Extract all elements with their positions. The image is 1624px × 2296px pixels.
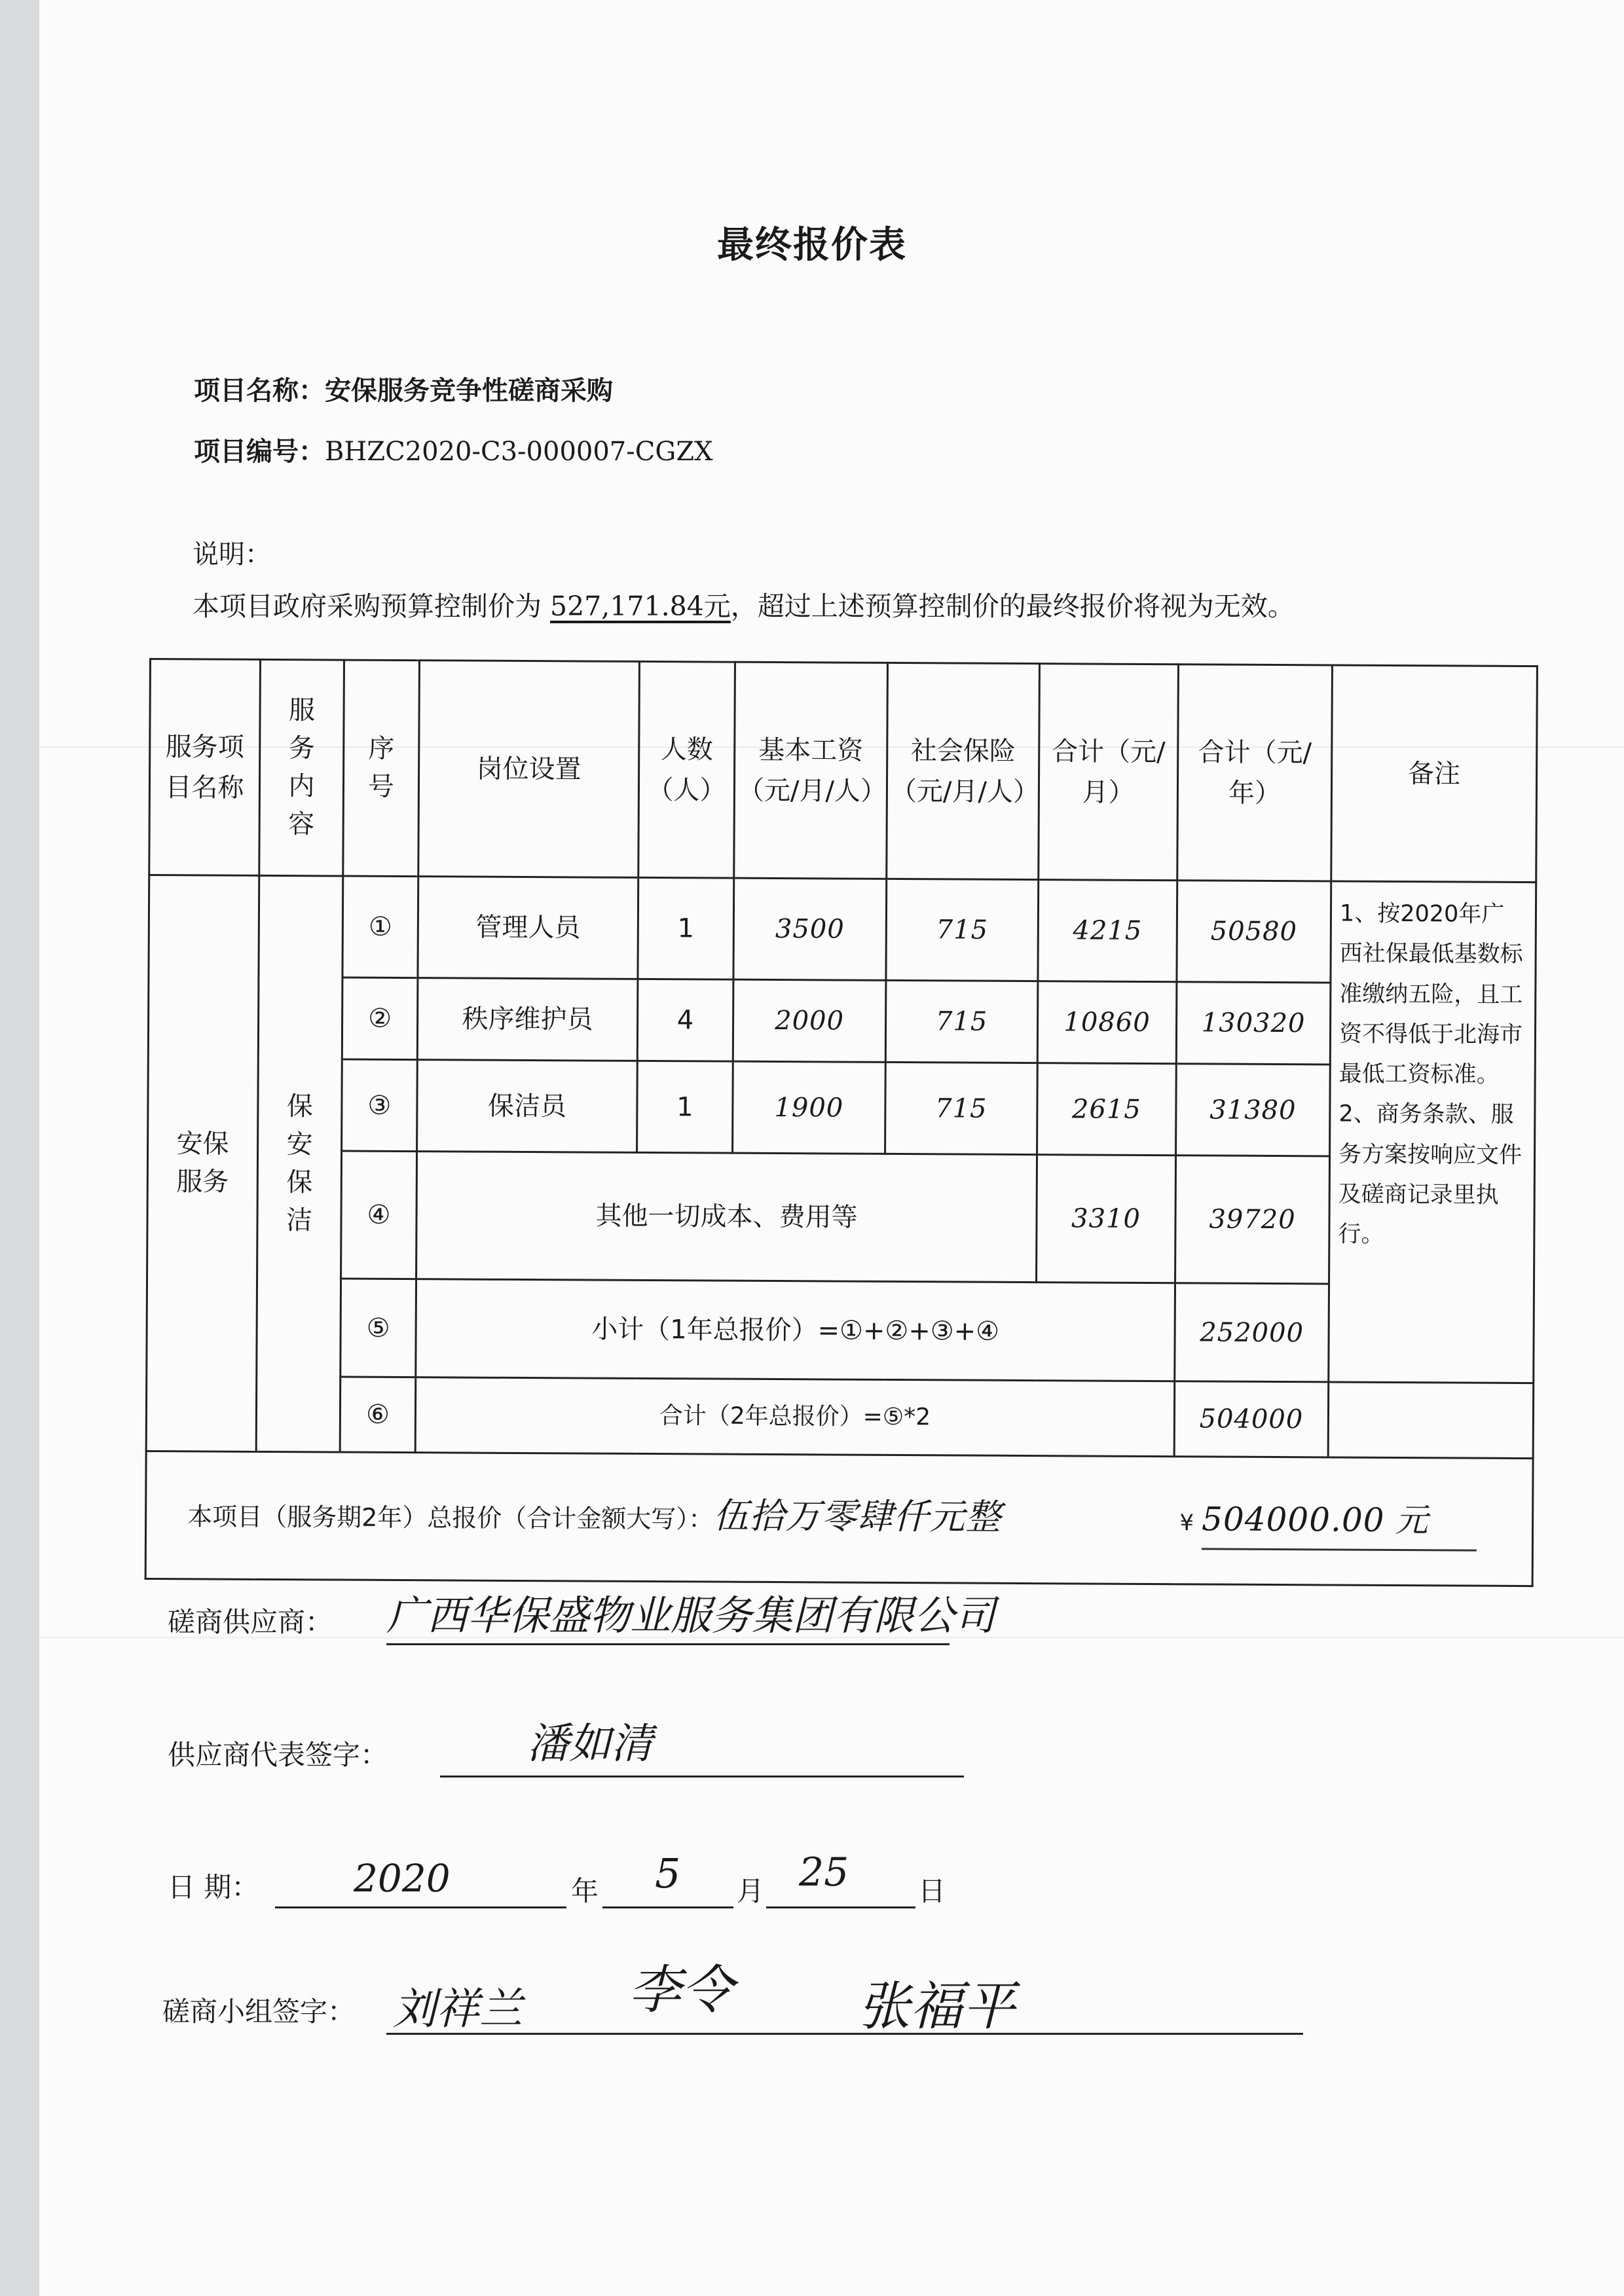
supplier-underline [386, 1643, 950, 1645]
month-unit: 月 [737, 1875, 765, 1907]
monthly-total-cell: 4215 [1038, 880, 1177, 982]
seq-cell: ① [342, 876, 418, 978]
position-cell: 管理人员 [418, 877, 638, 979]
total-amount: 504000 [1174, 1381, 1329, 1457]
project-name-label: 项目名称： [194, 376, 325, 406]
people-cell: 1 [638, 877, 734, 979]
quote-table [145, 658, 1538, 1587]
date-label: 日 期： [168, 1871, 259, 1903]
header-remarks: 备注 [1331, 665, 1538, 883]
empty-cell [1328, 1382, 1534, 1459]
position-cell: 秩序维护员 [417, 978, 638, 1061]
table-row [149, 875, 1536, 984]
grand-total-cell [145, 1451, 1533, 1586]
other-costs-row [147, 1150, 1535, 1285]
position-cell: 保洁员 [417, 1060, 638, 1153]
other-costs-label: 其他一切成本、费用等 [416, 1152, 1037, 1283]
annual-total-cell: 39720 [1175, 1156, 1330, 1284]
header-service-item: 服务项目名称 [149, 659, 261, 876]
note-suffix: ，超过上述预算控制价的最终报价将视为无效。 [730, 591, 1295, 622]
total-label: 合计（2年总报价）=⑤*2 [415, 1377, 1175, 1457]
table-row [148, 977, 1536, 1066]
base-wage-cell: 1900 [733, 1061, 886, 1154]
year-underline [275, 1906, 566, 1908]
rep-underline [440, 1776, 964, 1777]
table-row [148, 1058, 1536, 1157]
monthly-total-cell: 10860 [1037, 981, 1177, 1064]
supplier-name: 广西华保盛物业服务集团有限公司 [386, 1592, 996, 1639]
header-annual-total: 合计（元/年） [1177, 665, 1333, 881]
people-cell: 1 [637, 1061, 733, 1153]
table-header-row [149, 659, 1538, 883]
note-label: 说明： [193, 539, 271, 570]
document-title: 最终报价表 [717, 224, 907, 266]
social-insurance-cell: 715 [885, 980, 1038, 1063]
panel-signature: 李令 [629, 1959, 733, 2020]
panel-signature: 张福平 [858, 1976, 1015, 2037]
social-insurance-cell: 715 [886, 879, 1039, 981]
day-unit: 日 [918, 1875, 946, 1907]
header-seq: 序号 [343, 660, 420, 877]
day-underline [766, 1906, 915, 1908]
base-wage-cell: 3500 [733, 878, 887, 980]
project-name-line [194, 370, 613, 407]
panel-label: 磋商小组签字： [162, 1995, 356, 2028]
seq-cell: ③ [342, 1059, 418, 1152]
supplier-label: 磋商供应商： [168, 1606, 333, 1638]
subtotal-label: 小计（1年总报价）=①+②+③+④ [416, 1279, 1175, 1381]
monthly-total-cell: 2615 [1037, 1063, 1177, 1156]
grand-total-row [145, 1451, 1533, 1586]
project-name-value: 安保服务竞争性磋商采购 [325, 376, 613, 406]
header-social-insurance: 社会保险（元/月/人） [887, 663, 1040, 879]
header-position: 岗位设置 [418, 661, 640, 878]
annual-total-cell: 50580 [1177, 881, 1331, 983]
service-content-cell: 保安保洁 [256, 875, 343, 1452]
amount-in-figures: 504000.00 [1201, 1500, 1385, 1540]
panel-underline [386, 2033, 1303, 2035]
grand-total-label: 本项目（服务期2年）总报价（合计金额大写）： [187, 1502, 714, 1534]
people-cell: 4 [637, 979, 733, 1061]
annual-total-cell: 130320 [1176, 982, 1331, 1065]
subtotal-row [147, 1277, 1534, 1383]
budget-amount: 527,171.84元 [550, 591, 731, 622]
rep-label: 供应商代表签字： [168, 1739, 388, 1771]
service-item-cell: 安保服务 [146, 875, 259, 1452]
year-unit: 年 [571, 1875, 599, 1907]
month-underline [602, 1906, 733, 1908]
social-insurance-cell: 715 [885, 1062, 1038, 1154]
date-year: 2020 [354, 1856, 451, 1901]
annual-total-cell: 31380 [1176, 1064, 1331, 1156]
note-prefix: 本项目政府采购预算控制价为 [193, 591, 542, 622]
monthly-total-cell: 3310 [1037, 1155, 1176, 1283]
note-text [193, 585, 1295, 623]
date-month: 5 [655, 1850, 681, 1897]
date-day: 25 [799, 1850, 849, 1895]
panel-signature: 刘祥兰 [393, 1984, 523, 2034]
seq-cell: ④ [341, 1151, 417, 1279]
amount-unit: 元 [1395, 1501, 1429, 1540]
project-number-label: 项目编号： [194, 437, 325, 467]
amount-in-words: 伍拾万零肆仟元整 [713, 1495, 1002, 1539]
seq-cell: ⑥ [340, 1377, 416, 1453]
project-number-line [194, 431, 713, 468]
rep-signature: 潘如清 [527, 1720, 653, 1768]
base-wage-cell: 2000 [733, 979, 886, 1062]
header-monthly-total: 合计（元/月） [1039, 664, 1179, 881]
seq-cell: ⑤ [341, 1279, 416, 1377]
header-base-wage: 基本工资（元/月/人） [734, 662, 888, 879]
project-number-value: BHZC2020-C3-000007-CGZX [325, 437, 713, 467]
remarks-cell: 1、按2020年广西社保最低基数标准缴纳五险，且工资不得低于北海市最低工资标准。2、商务条款、服务方案按响应文件及磋商记录里执行。 [1329, 881, 1536, 1383]
seq-cell: ② [342, 977, 418, 1060]
header-service-content: 服务内容 [259, 659, 344, 876]
yen-sign: ¥ [1179, 1510, 1194, 1537]
subtotal-amount: 252000 [1175, 1283, 1329, 1382]
header-people: 人数（人） [638, 661, 735, 878]
total-row [146, 1376, 1534, 1458]
